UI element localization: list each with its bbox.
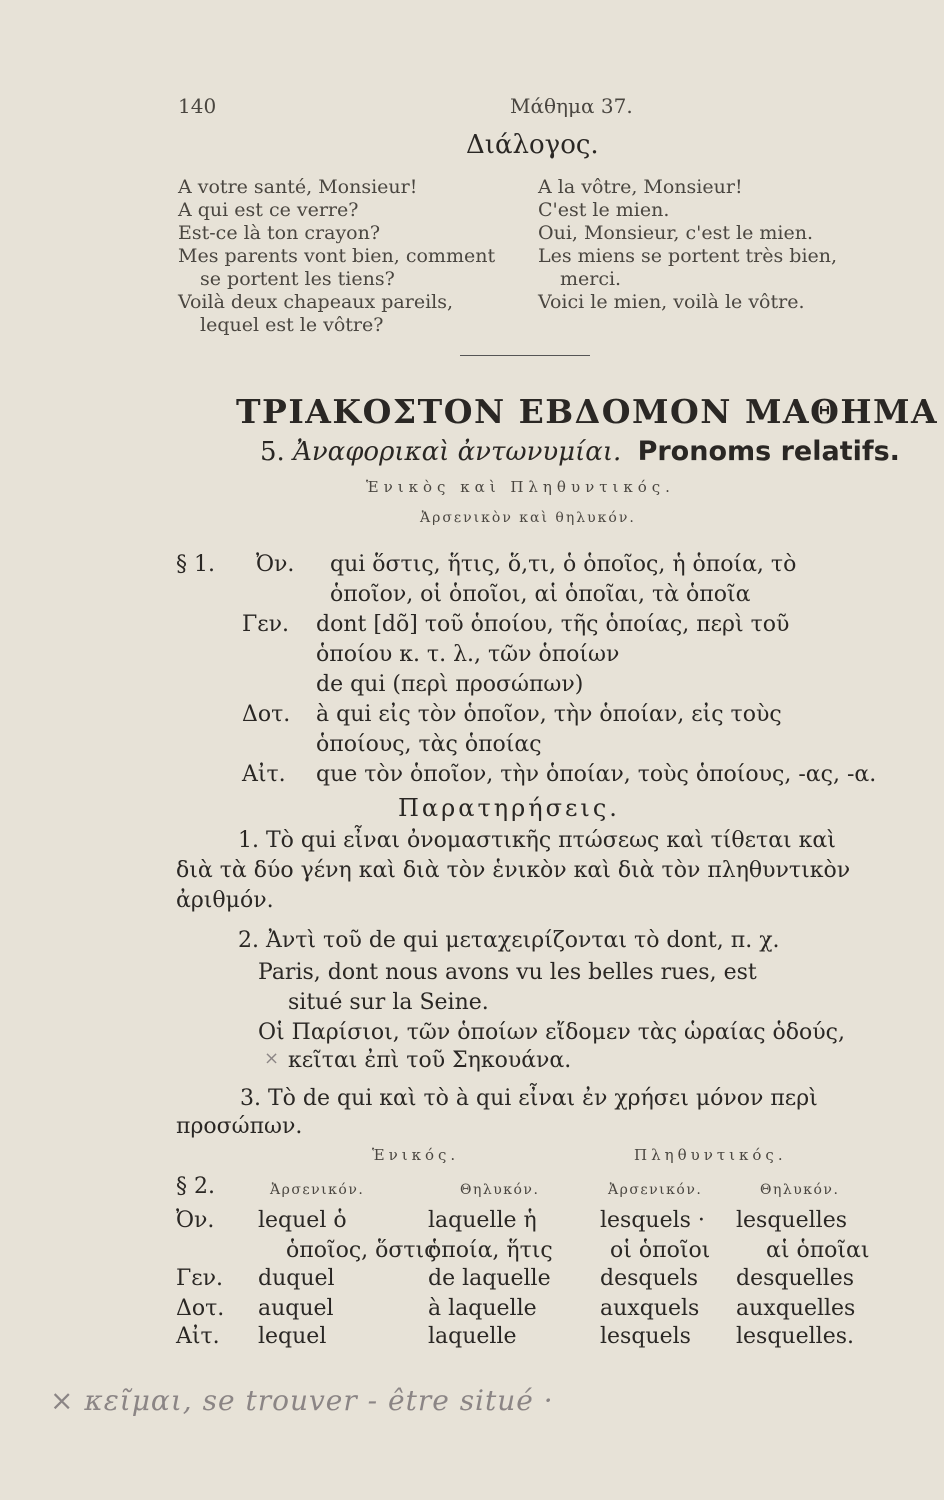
dialog-line: A qui est ce verre? (178, 199, 359, 221)
paragraph-marker: § 1. (176, 552, 215, 577)
dialog-line: C'est le mien. (538, 199, 670, 221)
table-cell: auxquels (600, 1296, 700, 1321)
declension-line: ὁποίους, τὰς ὁποίας (316, 732, 542, 757)
dialog-right-column (538, 176, 837, 314)
remark-line: Οἱ Παρίσιοι, τῶν ὁποίων εἴδομεν τὰς ὡραίας ὁδούς, (258, 1020, 845, 1045)
section-heading (260, 436, 900, 467)
declension-line: qui ὅστις, ἥτις, ὅ,τι, ὁ ὁποῖος, ἡ ὁποία, τὸ (330, 552, 797, 577)
remark-line: ἀριθμόν. (176, 888, 274, 913)
case-label: Ὀν. (176, 1208, 215, 1233)
remarks-title: Παρατηρήσεις. (398, 794, 620, 822)
table-cell: laquelle (428, 1324, 517, 1349)
table-cell: lesquels · (600, 1208, 705, 1233)
case-label: Ὀν. (256, 552, 295, 577)
declension-line: que τὸν ὁποῖον, τὴν ὁποίαν, τοὺς ὁποίους, -ας, -α. (316, 762, 877, 787)
case-label: Γεν. (242, 612, 290, 637)
dialog-line: A la vôtre, Monsieur! (538, 176, 743, 198)
table-cell: αἱ ὁποῖαι (766, 1238, 870, 1263)
table-cell: lequel (258, 1324, 327, 1349)
table-cell: ὁποία, ἥτις (428, 1238, 553, 1263)
gender-subheading: Ἀρσενικὸν καὶ θηλυκόν. (420, 510, 636, 526)
plural-label: Πληθυντικός. (634, 1146, 787, 1164)
declension-line: de qui (περὶ προσώπων) (316, 672, 584, 697)
column-header: Θηλυκόν. (460, 1182, 540, 1198)
case-label: Αἰτ. (176, 1324, 220, 1349)
table-cell: lesquelles. (736, 1324, 854, 1349)
case-label: Δοτ. (242, 702, 291, 727)
dialog-line: Voilà deux chapeaux pareils, (178, 291, 454, 313)
remark-line: 3. Τὸ de qui καὶ τὸ à qui εἶναι ἐν χρήσει μόνον περὶ (240, 1086, 818, 1111)
table-cell: lesquels (600, 1324, 691, 1349)
paragraph-marker: § 2. (176, 1174, 215, 1199)
lesson-title: ΤΡΙΑΚΟΣΤΟΝ ΕΒΔΟΜΟΝ ΜΑΘΗΜΑ (236, 392, 939, 431)
page-number: 140 (178, 94, 217, 118)
running-title: Μάθημα 37. (510, 94, 633, 118)
dialog-line: A votre santé, Monsieur! (178, 176, 418, 198)
remark-line: διὰ τὰ δύο γένη καὶ διὰ τὸν ἑνικὸν καὶ διὰ τὸν πληθυντικὸν (176, 858, 851, 883)
case-label: Δοτ. (176, 1296, 225, 1321)
table-cell: lesquelles (736, 1208, 847, 1233)
declension-line: ὁποῖον, οἱ ὁποῖοι, αἱ ὁποῖαι, τὰ ὁποῖα (330, 582, 751, 607)
dialog-line: Les miens se portent très bien, (538, 245, 838, 267)
section-french-title: Pronoms relatifs. (637, 436, 900, 467)
table-cell: duquel (258, 1266, 335, 1291)
handwritten-note: × κεῖμαι, se trouver - être situé · (50, 1384, 554, 1417)
case-label: Γεν. (176, 1266, 224, 1291)
remark-line: προσώπων. (176, 1114, 303, 1139)
dialog-line: Mes parents vont bien, comment (178, 245, 496, 267)
column-header: Ἀρσενικόν. (608, 1182, 703, 1198)
column-header: Ἀρσενικόν. (270, 1182, 365, 1198)
section-greek-title: Ἀναφορικαὶ ἀντωνυμίαι. (293, 437, 622, 467)
table-cell: auquel (258, 1296, 334, 1321)
remark-line: κεῖται ἐπὶ τοῦ Σηκουάνα. (288, 1048, 572, 1073)
remark-line: Paris, dont nous avons vu les belles rues, est (258, 960, 757, 985)
column-header: Θηλυκόν. (760, 1182, 840, 1198)
table-cell: lequel ὁ (258, 1208, 347, 1233)
cross-mark: × (264, 1048, 280, 1069)
dialog-line: Oui, Monsieur, c'est le mien. (538, 222, 813, 244)
dialog-line: lequel est le vôtre? (200, 314, 384, 336)
remark-line: 1. Τὸ qui εἶναι ὀνομαστικῆς πτώσεως καὶ τίθεται καὶ (238, 828, 836, 853)
table-cell: à laquelle (428, 1296, 537, 1321)
table-cell: laquelle ἡ (428, 1208, 537, 1233)
table-cell: auxquelles (736, 1296, 856, 1321)
dialog-line: Est-ce là ton crayon? (178, 222, 381, 244)
singular-label: Ἑνικός. (372, 1146, 460, 1164)
number-subheading: Ἑνικὸς καὶ Πληθυντικός. (366, 478, 675, 496)
table-cell: de laquelle (428, 1266, 551, 1291)
declension-line: à qui εἰς τὸν ὁποῖον, τὴν ὁποίαν, εἰς τοὺς (316, 702, 782, 727)
dialog-line: se portent les tiens? (200, 268, 395, 290)
declension-line: ὁποίου κ. τ. λ., τῶν ὁποίων (316, 642, 620, 667)
section-divider (460, 355, 590, 356)
remark-line: situé sur la Seine. (288, 990, 489, 1015)
dialog-title: Διάλογος. (466, 130, 599, 160)
remark-line: 2. Ἀντὶ τοῦ de qui μεταχειρίζονται τὸ dont, π. χ. (238, 928, 780, 953)
dialog-line: Voici le mien, voilà le vôtre. (538, 291, 805, 313)
table-cell: desquels (600, 1266, 698, 1291)
section-number: 5. (260, 437, 285, 467)
dialog-left-column (178, 176, 495, 337)
table-cell: desquelles (736, 1266, 855, 1291)
declension-line: dont [dõ] τοῦ ὁποίου, τῆς ὁποίας, περὶ τοῦ (316, 612, 790, 637)
table-cell: ὁποῖος, ὅστις (286, 1238, 437, 1263)
case-label: Αἰτ. (242, 762, 286, 787)
table-cell: οἱ ὁποῖοι (610, 1238, 711, 1263)
dialog-line: merci. (560, 268, 622, 290)
